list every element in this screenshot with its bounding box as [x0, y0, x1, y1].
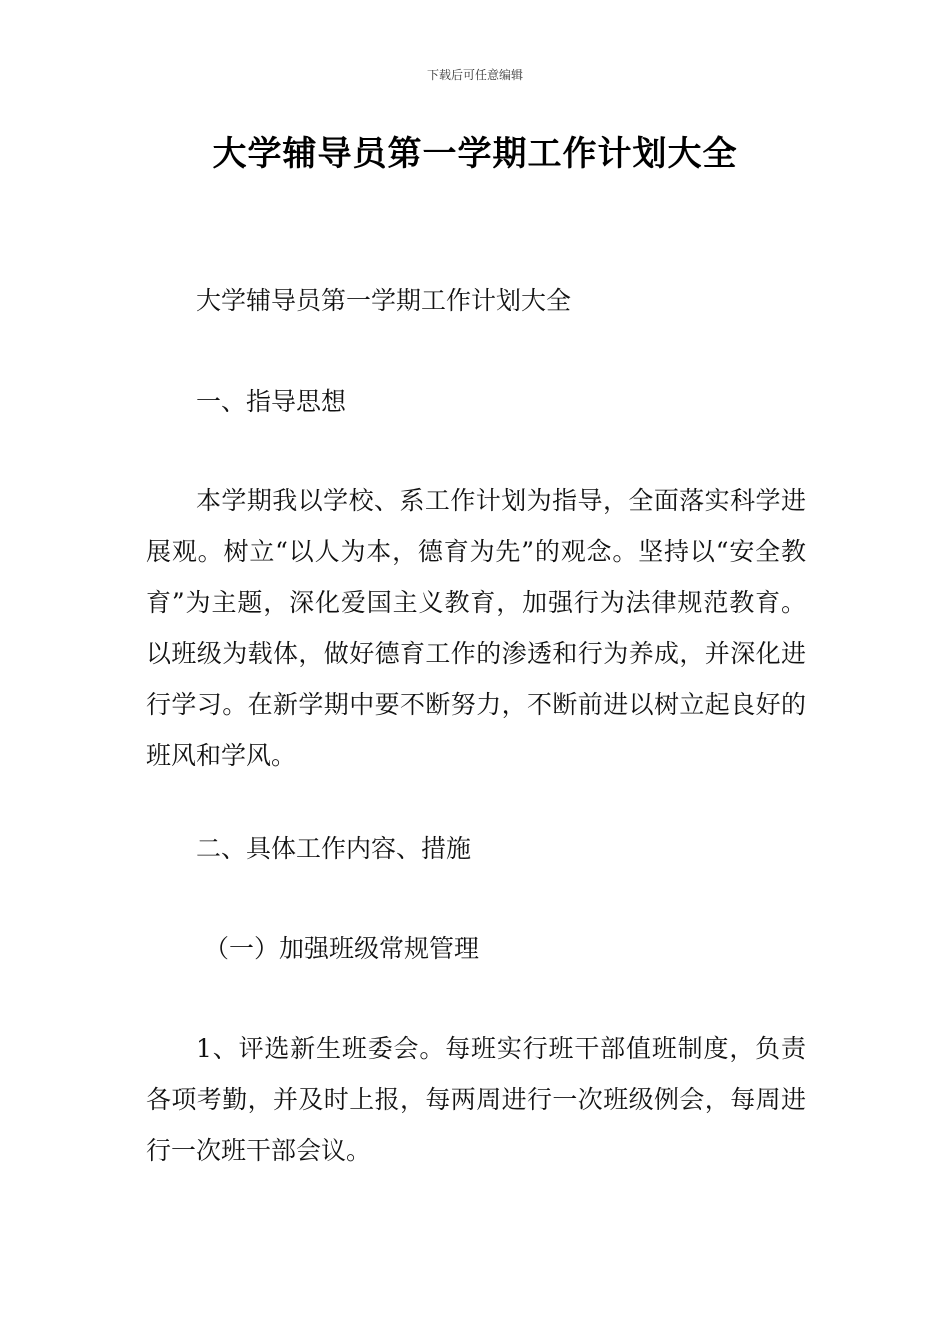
subtitle-block: [146, 275, 806, 326]
item-1-paragraph: 1、评选新生班委会。每班实行班干部值班制度，负责各项考勤，并及时上报，每两周进行一次班级例会，每周进行一次班干部会议。: [146, 1034, 806, 1165]
heading-work-measures: 二、具体工作内容、措施: [196, 834, 472, 863]
subtitle-paragraph: 大学辅导员第一学期工作计划大全: [196, 286, 572, 315]
heading-class-management: （一）加强班级常规管理: [204, 934, 480, 963]
heading-measures-block: [146, 823, 806, 874]
heading-class-management-block: [146, 923, 806, 974]
document-title: 大学辅导员第一学期工作计划大全: [212, 134, 738, 174]
heading-guiding-thought: 一、指导思想: [196, 387, 347, 416]
heading-guiding-block: [146, 376, 806, 427]
item1-block: [146, 1023, 806, 1176]
header-note: 下载后可任意编辑: [426, 68, 523, 82]
guiding-paragraph: 本学期我以学校、系工作计划为指导，全面落实科学进展观。树立“以人为本，德育为先”的观念。坚持以“安全教育”为主题，深化爱国主义教育，加强行为法律规范教育。以班级为载体，做好德育工作的渗透和行为养成，并深化进行学习。在新学期中要不断努力，不断前进以树立起良好的班风和学风。: [146, 486, 806, 770]
guiding-block: [146, 475, 806, 781]
